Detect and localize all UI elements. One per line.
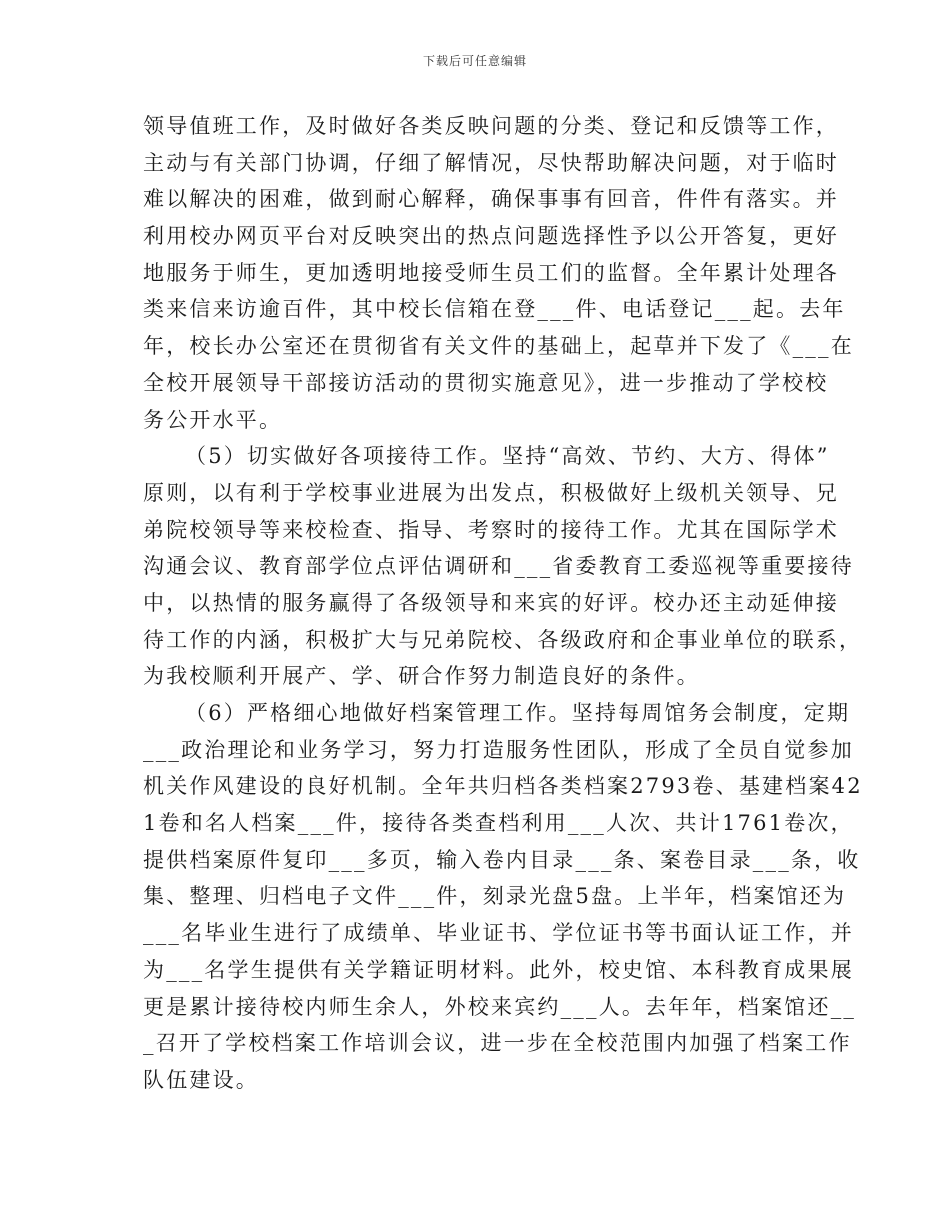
text-line: 弟院校领导等来校检查、指导、考察时的接待工作。尤其在国际学术 <box>143 517 839 542</box>
paragraph-archive-management <box>143 695 863 1099</box>
document-body <box>143 108 863 1099</box>
text-line: 原则，以有利于学校事业进展为出发点，积极做好上级机关领导、兄 <box>143 480 839 505</box>
text-line: 集、整理、归档电子文件___件，刻录光盘5盘。上半年，档案馆还为 <box>143 884 847 909</box>
text-line: （5）切实做好各项接待工作。坚持“高效、节约、大方、得体” <box>185 444 830 469</box>
text-line: 机关作风建设的良好机制。全年共归档各类档案2793卷、基建档案42 <box>143 774 863 799</box>
text-line: 待工作的内涵，积极扩大与兄弟院校、各级政府和企事业单位的联系， <box>143 627 863 652</box>
text-line: 1卷和名人档案___件，接待各类查档利用___人次、共计1761卷次， <box>143 811 854 836</box>
text-line: （6）严格细心地做好档案管理工作。坚持每周馆务会制度，定期 <box>185 701 851 725</box>
text-line: 更是累计接待校内师生余人，外校来宾约___人。去年年，档案馆还__ <box>143 994 857 1019</box>
text-line: 为我校顺利开展产、学、研合作努力制造良好的条件。 <box>143 664 700 689</box>
text-line: ___政治理论和业务学习，努力打造服务性团队，形成了全员自觉参加 <box>143 737 854 762</box>
text-line: 全校开展领导干部接访活动的贯彻实施意见》，进一步推动了学校校 <box>143 370 829 395</box>
text-line: 队伍建设。 <box>143 1067 259 1092</box>
text-line: ___名毕业生进行了成绩单、毕业证书、学位证书等书面认证工作，并 <box>143 921 854 946</box>
text-line: 难以解决的困难，做到耐心解释，确保事事有回音，件件有落实。并 <box>143 187 839 212</box>
paragraph-work-duty <box>143 108 854 438</box>
text-line: 务公开水平。 <box>143 407 283 432</box>
text-line: 主动与有关部门协调，仔细了解情况，尽快帮助解决问题，对于临时 <box>143 150 839 175</box>
text-line: 提供档案原件复印___多页，输入卷内目录___条、案卷目录___条，收 <box>143 847 861 872</box>
text-line: 地服务于师生，更加透明地接受师生员工们的监督。全年累计处理各 <box>143 260 839 285</box>
text-line: 为___名学生提供有关学籍证明材料。此外，校史馆、本科教育成果展 <box>143 957 854 982</box>
text-line: 类来信来访逾百件，其中校长信箱在登___件、电话登记___起。去年 <box>143 297 846 322</box>
paragraph-reception-work <box>143 438 863 695</box>
page-header: 下载后可任意编辑 <box>422 54 527 68</box>
text-line: 利用校办网页平台对反映突出的热点问题选择性予以公开答复，更好 <box>143 224 839 249</box>
text-line: 沟通会议、教育部学位点评估调研和___省委教育工委巡视等重要接待 <box>143 554 854 579</box>
text-line: 领导值班工作，及时做好各类反映问题的分类、登记和反馈等工作， <box>143 114 839 138</box>
text-line: 中，以热情的服务赢得了各级领导和来宾的好评。校办还主动延伸接 <box>143 590 839 615</box>
text-line: 年，校长办公室还在贯彻省有关文件的基础上，起草并下发了《___在 <box>143 334 854 359</box>
text-line: _召开了学校档案工作培训会议，进一步在全校范围内加强了档案工作 <box>143 1031 852 1056</box>
